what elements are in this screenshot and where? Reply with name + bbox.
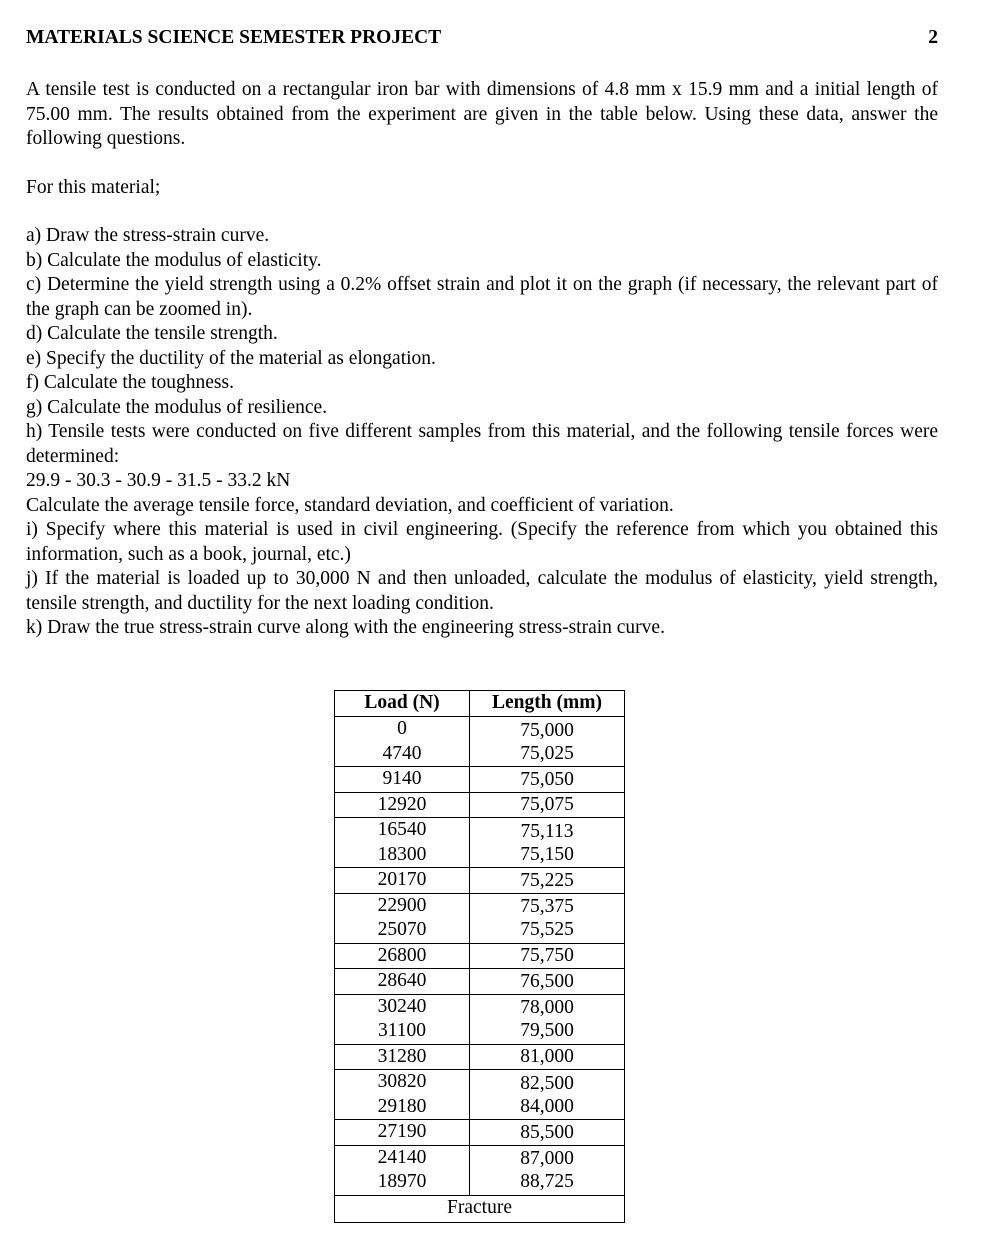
length-value: 87,000: [520, 1148, 574, 1169]
for-material-text: For this material;: [26, 176, 161, 198]
intro-paragraph: A tensile test is conducted on a rectangular iron bar with dimensions of 4.8 mm x 15.9 mm and a initial length of 75.00 mm. The results obtained from the experiment are given in the table below. Using these data, answer the following questions.: [26, 79, 938, 149]
load-value: 30820: [377, 1071, 427, 1092]
table-row: [335, 969, 625, 995]
length-value: 75,750: [520, 945, 574, 967]
table-header-row: [335, 691, 625, 717]
load-value: 22900: [377, 894, 427, 916]
length-value: 75,375: [520, 896, 574, 917]
table-row: [335, 868, 625, 894]
length-cell: [470, 717, 625, 767]
fracture-label: Fracture: [335, 1195, 625, 1222]
load-value: 26800: [377, 944, 427, 966]
length-value: 85,500: [520, 1121, 574, 1143]
length-value: 78,000: [520, 997, 574, 1018]
load-value: 25070: [377, 919, 427, 940]
length-value: 79,500: [520, 1020, 574, 1041]
length-value: 75,525: [520, 919, 574, 940]
load-value: 12920: [377, 793, 427, 815]
load-value: 27190: [377, 1121, 427, 1142]
table-row: [335, 1145, 625, 1195]
length-value: 84,000: [520, 1095, 574, 1117]
load-cell: [335, 1044, 470, 1070]
load-cell: [335, 1145, 470, 1195]
tensile-data-table: [334, 690, 625, 1223]
load-value: 31100: [377, 1020, 427, 1041]
length-cell: [470, 943, 625, 969]
question-item: Calculate the average tensile force, standard deviation, and coefficient of variation.: [26, 494, 674, 516]
question-item: b) Calculate the modulus of elasticity.: [26, 249, 322, 271]
document-body: [26, 78, 938, 641]
table-row: [335, 1070, 625, 1120]
load-cell: [335, 767, 470, 793]
table-body: [335, 717, 625, 1196]
load-cell: [335, 893, 470, 943]
load-cell: [335, 1070, 470, 1120]
length-cell: [470, 1145, 625, 1195]
load-value: 0: [397, 718, 407, 739]
length-cell: [470, 868, 625, 894]
document-title: MATERIALS SCIENCE SEMESTER PROJECT: [26, 27, 442, 48]
length-cell: [470, 1070, 625, 1120]
data-table-wrapper: [334, 690, 625, 1223]
load-cell: [335, 818, 470, 868]
load-cell: [335, 792, 470, 818]
length-value: 75,000: [520, 719, 574, 741]
load-value: 20170: [377, 869, 427, 890]
question-item: d) Calculate the tensile strength.: [26, 323, 278, 344]
length-value: 75,150: [520, 843, 574, 865]
load-cell: [335, 943, 470, 969]
length-cell: [470, 1044, 625, 1070]
length-cell: [470, 969, 625, 995]
table-row: [335, 893, 625, 943]
question-item: 29.9 - 30.3 - 30.9 - 31.5 - 33.2 kN: [26, 470, 291, 491]
table-footer-row: [335, 1195, 625, 1222]
load-cell: [335, 868, 470, 894]
load-value: 24140: [377, 1146, 427, 1168]
load-value: 29180: [377, 1095, 427, 1117]
question-item: k) Draw the true stress-strain curve along with the engineering stress-strain curve.: [26, 617, 665, 638]
question-item: h) Tensile tests were conducted on five different samples from this material, and the following tensile forces were determined:: [26, 421, 938, 467]
question-item: i) Specify where this material is used in civil engineering. (Specify the reference from which you obtained this information, such as a book, journal, etc.): [26, 519, 938, 565]
length-header: Length (mm): [470, 691, 625, 717]
question-item: c) Determine the yield strength using a 0.2% offset strain and plot it on the graph (if necessary, the relevant part of the graph can be zoomed in).: [26, 274, 938, 320]
table-row: [335, 767, 625, 793]
length-cell: [470, 818, 625, 868]
length-value: 82,500: [520, 1072, 574, 1094]
length-value: 75,025: [520, 742, 574, 764]
load-value: 16540: [377, 819, 427, 840]
load-cell: [335, 994, 470, 1044]
length-cell: [470, 893, 625, 943]
load-value: 28640: [377, 970, 427, 991]
table-row: [335, 994, 625, 1044]
table-row: [335, 943, 625, 969]
table-row: [335, 1120, 625, 1146]
load-cell: [335, 1120, 470, 1146]
length-cell: [470, 994, 625, 1044]
load-cell: [335, 717, 470, 767]
question-item: g) Calculate the modulus of resilience.: [26, 396, 328, 418]
page-header: [26, 27, 938, 49]
load-value: 4740: [382, 742, 422, 764]
length-cell: [470, 1120, 625, 1146]
table-row: [335, 1044, 625, 1070]
load-value: 18970: [377, 1171, 427, 1192]
question-item: f) Calculate the toughness.: [26, 372, 234, 393]
load-value: 18300: [377, 843, 427, 865]
page-number: 2: [928, 27, 938, 48]
load-value: 30240: [377, 995, 427, 1017]
question-item: j) If the material is loaded up to 30,000 N and then unloaded, calculate the modulus of elasticity, yield strength, tensile strength, and ductility for the next loading condition.: [26, 568, 938, 614]
length-value: 75,050: [520, 768, 574, 790]
length-value: 76,500: [520, 970, 574, 992]
length-value: 75,225: [520, 869, 574, 891]
table-row: [335, 717, 625, 767]
length-value: 75,075: [520, 794, 574, 816]
table-row: [335, 818, 625, 868]
length-cell: [470, 792, 625, 818]
length-value: 81,000: [520, 1046, 574, 1068]
load-header: Load (N): [335, 691, 470, 717]
questions-list: [26, 224, 938, 641]
load-value: 31280: [377, 1045, 427, 1067]
load-value: 9140: [382, 768, 422, 789]
length-value: 88,725: [520, 1171, 574, 1192]
question-item: e) Specify the ductility of the material as elongation.: [26, 347, 436, 369]
length-cell: [470, 767, 625, 793]
load-cell: [335, 969, 470, 995]
length-value: 75,113: [520, 820, 574, 842]
table-row: [335, 792, 625, 818]
question-item: a) Draw the stress-strain curve.: [26, 225, 270, 246]
